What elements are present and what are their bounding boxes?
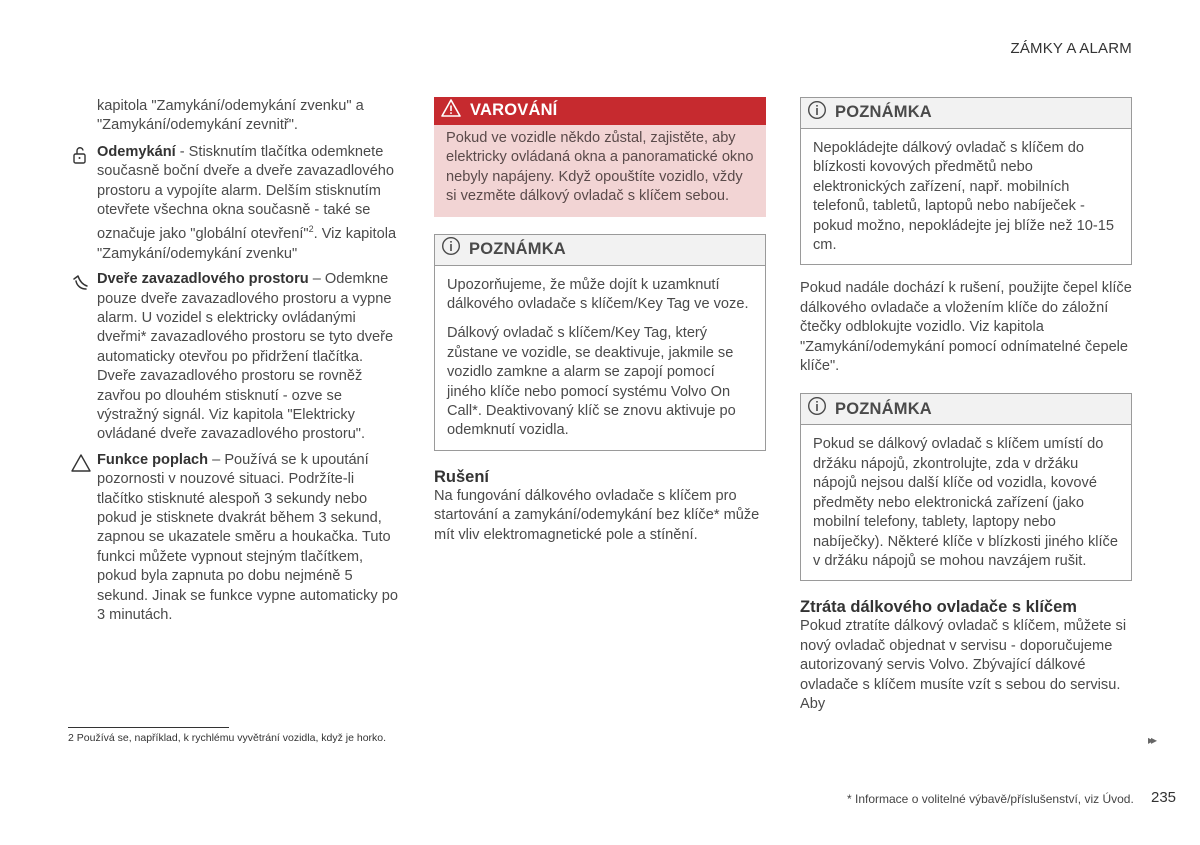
- info-icon: [807, 100, 827, 126]
- warning-box: [434, 97, 766, 217]
- intro-text: kapitola "Zamykání/odemykání zvenku" a "Zamykání/odemykání zevnitř".: [97, 98, 364, 134]
- section-title: ZÁMKY A ALARM: [1010, 40, 1132, 57]
- info-icon: [441, 236, 461, 262]
- item-text-cont: . Viz kapitola "Zamykání/odemykání zvenku": [97, 226, 397, 262]
- note-paragraph: Upozorňujeme, že může dojít k uzamknutí dálkového ovladače s klíčem/Key Tag ve voze.: [447, 276, 749, 313]
- warning-body: [434, 125, 766, 217]
- note-title: POZNÁMKA: [469, 239, 566, 258]
- list-item-panic: [97, 451, 400, 626]
- note-box: [800, 393, 1132, 581]
- note-text: Pokud se dálkový ovladač s klíčem umístí do držáku nápojů, zkontrolujte, zda v držáku nápojů nejsou další klíče od vozidla, kovové předměty nebo elektronická zařízení (jako mobilní telefony, tablety, laptopy nebo nabíječky). Některé klíče v blízkosti jiného klíče v držáku nápojů se mohou navzájem rušit.: [813, 436, 1118, 569]
- warning-header: [434, 97, 766, 125]
- list-item-tailgate: [97, 270, 400, 445]
- warning-title: VAROVÁNÍ: [470, 101, 558, 120]
- warning-text: Pokud ve vozidle někdo zůstal, zajistěte, aby elektricky ovládaná okna a panoramatické okno nebyly napájeny. Když opouštíte vozidlo, vždy si vezměte dálkový ovladač s klíčem sebou.: [446, 130, 754, 205]
- tailgate-icon: [70, 272, 90, 292]
- continue-arrows-icon: ▸▸: [1148, 733, 1155, 747]
- footnote-divider: [68, 727, 229, 728]
- page-number: 235: [1151, 789, 1177, 806]
- column-2: [434, 97, 766, 545]
- body-text: Pokud ztratíte dálkový ovladač s klíčem, můžete si nový ovladač objednat v servisu - doporučujeme autorizovaný servis Volvo. Zbývající dálkové ovladače s klíčem musíte vzít s sebou do servisu. Aby: [800, 618, 1127, 712]
- item-title: Funkce poplach: [97, 451, 209, 468]
- note-body: [801, 129, 1131, 264]
- item-title: Odemykání: [97, 143, 176, 160]
- warning-triangle-icon: [70, 453, 90, 473]
- column-3: [800, 97, 1132, 714]
- footer-note: * Informace o volitelné výbavě/příslušenství, viz Úvod.: [847, 792, 1134, 806]
- note-title: POZNÁMKA: [835, 399, 932, 418]
- item-text: – Používá se k upoutání pozornosti v nouzové situaci. Podržíte-li tlačítko stisknuté alespoň 3 sekundy nebo pokud je stisknete dvakrát během 3 sekund, zapnou se ukazatele směru a houkačka. Tuto funkci můžete vypnout stejným tlačítkem, pokud byla zapnuta po dobu nejméně 5 sekund. Jinak se funkce vypne automaticky po 3 minutách.: [97, 451, 398, 624]
- note-title: POZNÁMKA: [835, 103, 932, 122]
- note-header: [801, 98, 1131, 129]
- section-heading: Ztráta dálkového ovladače s klíčem: [800, 598, 1077, 617]
- body-text: Pokud nadále dochází k rušení, použijte čepel klíče dálkového ovladače a vložením klíče do záložní čtečky odblokujte vozidlo. Viz kapitola "Zamykání/odemykání pomocí odnímatelné čepele klíče".: [800, 280, 1132, 375]
- note-header: [801, 394, 1131, 425]
- note-box: [800, 97, 1132, 265]
- column-1: [97, 97, 400, 625]
- body-text: Na fungování dálkového ovladače s klíčem pro startování a zamykání/odemykání bez klíče* může mít vliv elektromagnetické pole a stínění.: [434, 487, 760, 543]
- footnote: 2 Používá se, například, k rychlému vyvětrání vozidla, když je horko.: [68, 732, 387, 744]
- note-header: [435, 235, 765, 266]
- list-item-unlock: [97, 143, 400, 264]
- footnote-ref: 2: [308, 224, 314, 235]
- item-text: – Odemkne pouze dveře zavazadlového prostoru a vypne alarm. U vozidel s elektricky ovládanými dveřmi* zavazadlového prostoru se tyto dveře automaticky otevřou po přidržení tlačítka. Dveře zavazadlového prostoru se rovněž zavřou po dlouhém stisknutí - ozve se výstražný signál. Viz kapitola "Elektricky ovládané dveře zavazadlového prostoru".: [97, 271, 394, 443]
- note-body: [801, 425, 1131, 580]
- item-title: Dveře zavazadlového prostoru: [97, 271, 309, 288]
- unlock-icon: [70, 145, 90, 165]
- section-heading: Rušení: [434, 467, 490, 486]
- note-paragraph: Dálkový ovladač s klíčem/Key Tag, který zůstane ve vozidle, se deaktivuje, jakmile se vozidlo zamkne a alarm se zapojí pomocí jiného klíče nebo pomocí systému Volvo On Call*. Deaktivovaný klíč se znovu aktivuje po odemknutí vozidla.: [447, 325, 736, 439]
- note-box: [434, 234, 766, 451]
- item-text: - Stisknutím tlačítka odemknete současně boční dveře a dveře zavazadlového prostoru a vypojíte alarm. Delším stisknutím otevřete všechna okna současně - také se označuje jako "globální otevření": [97, 143, 394, 243]
- warning-icon: [440, 98, 462, 124]
- info-icon: [807, 396, 827, 422]
- note-body: [435, 266, 765, 450]
- note-text: Nepokládejte dálkový ovladač s klíčem do blízkosti kovových předmětů nebo elektronických zařízení, např. mobilních telefonů, tabletů, laptopů nebo nabíječek - pokud možno, nepokládejte jej blíže než 10-15 cm.: [813, 140, 1114, 254]
